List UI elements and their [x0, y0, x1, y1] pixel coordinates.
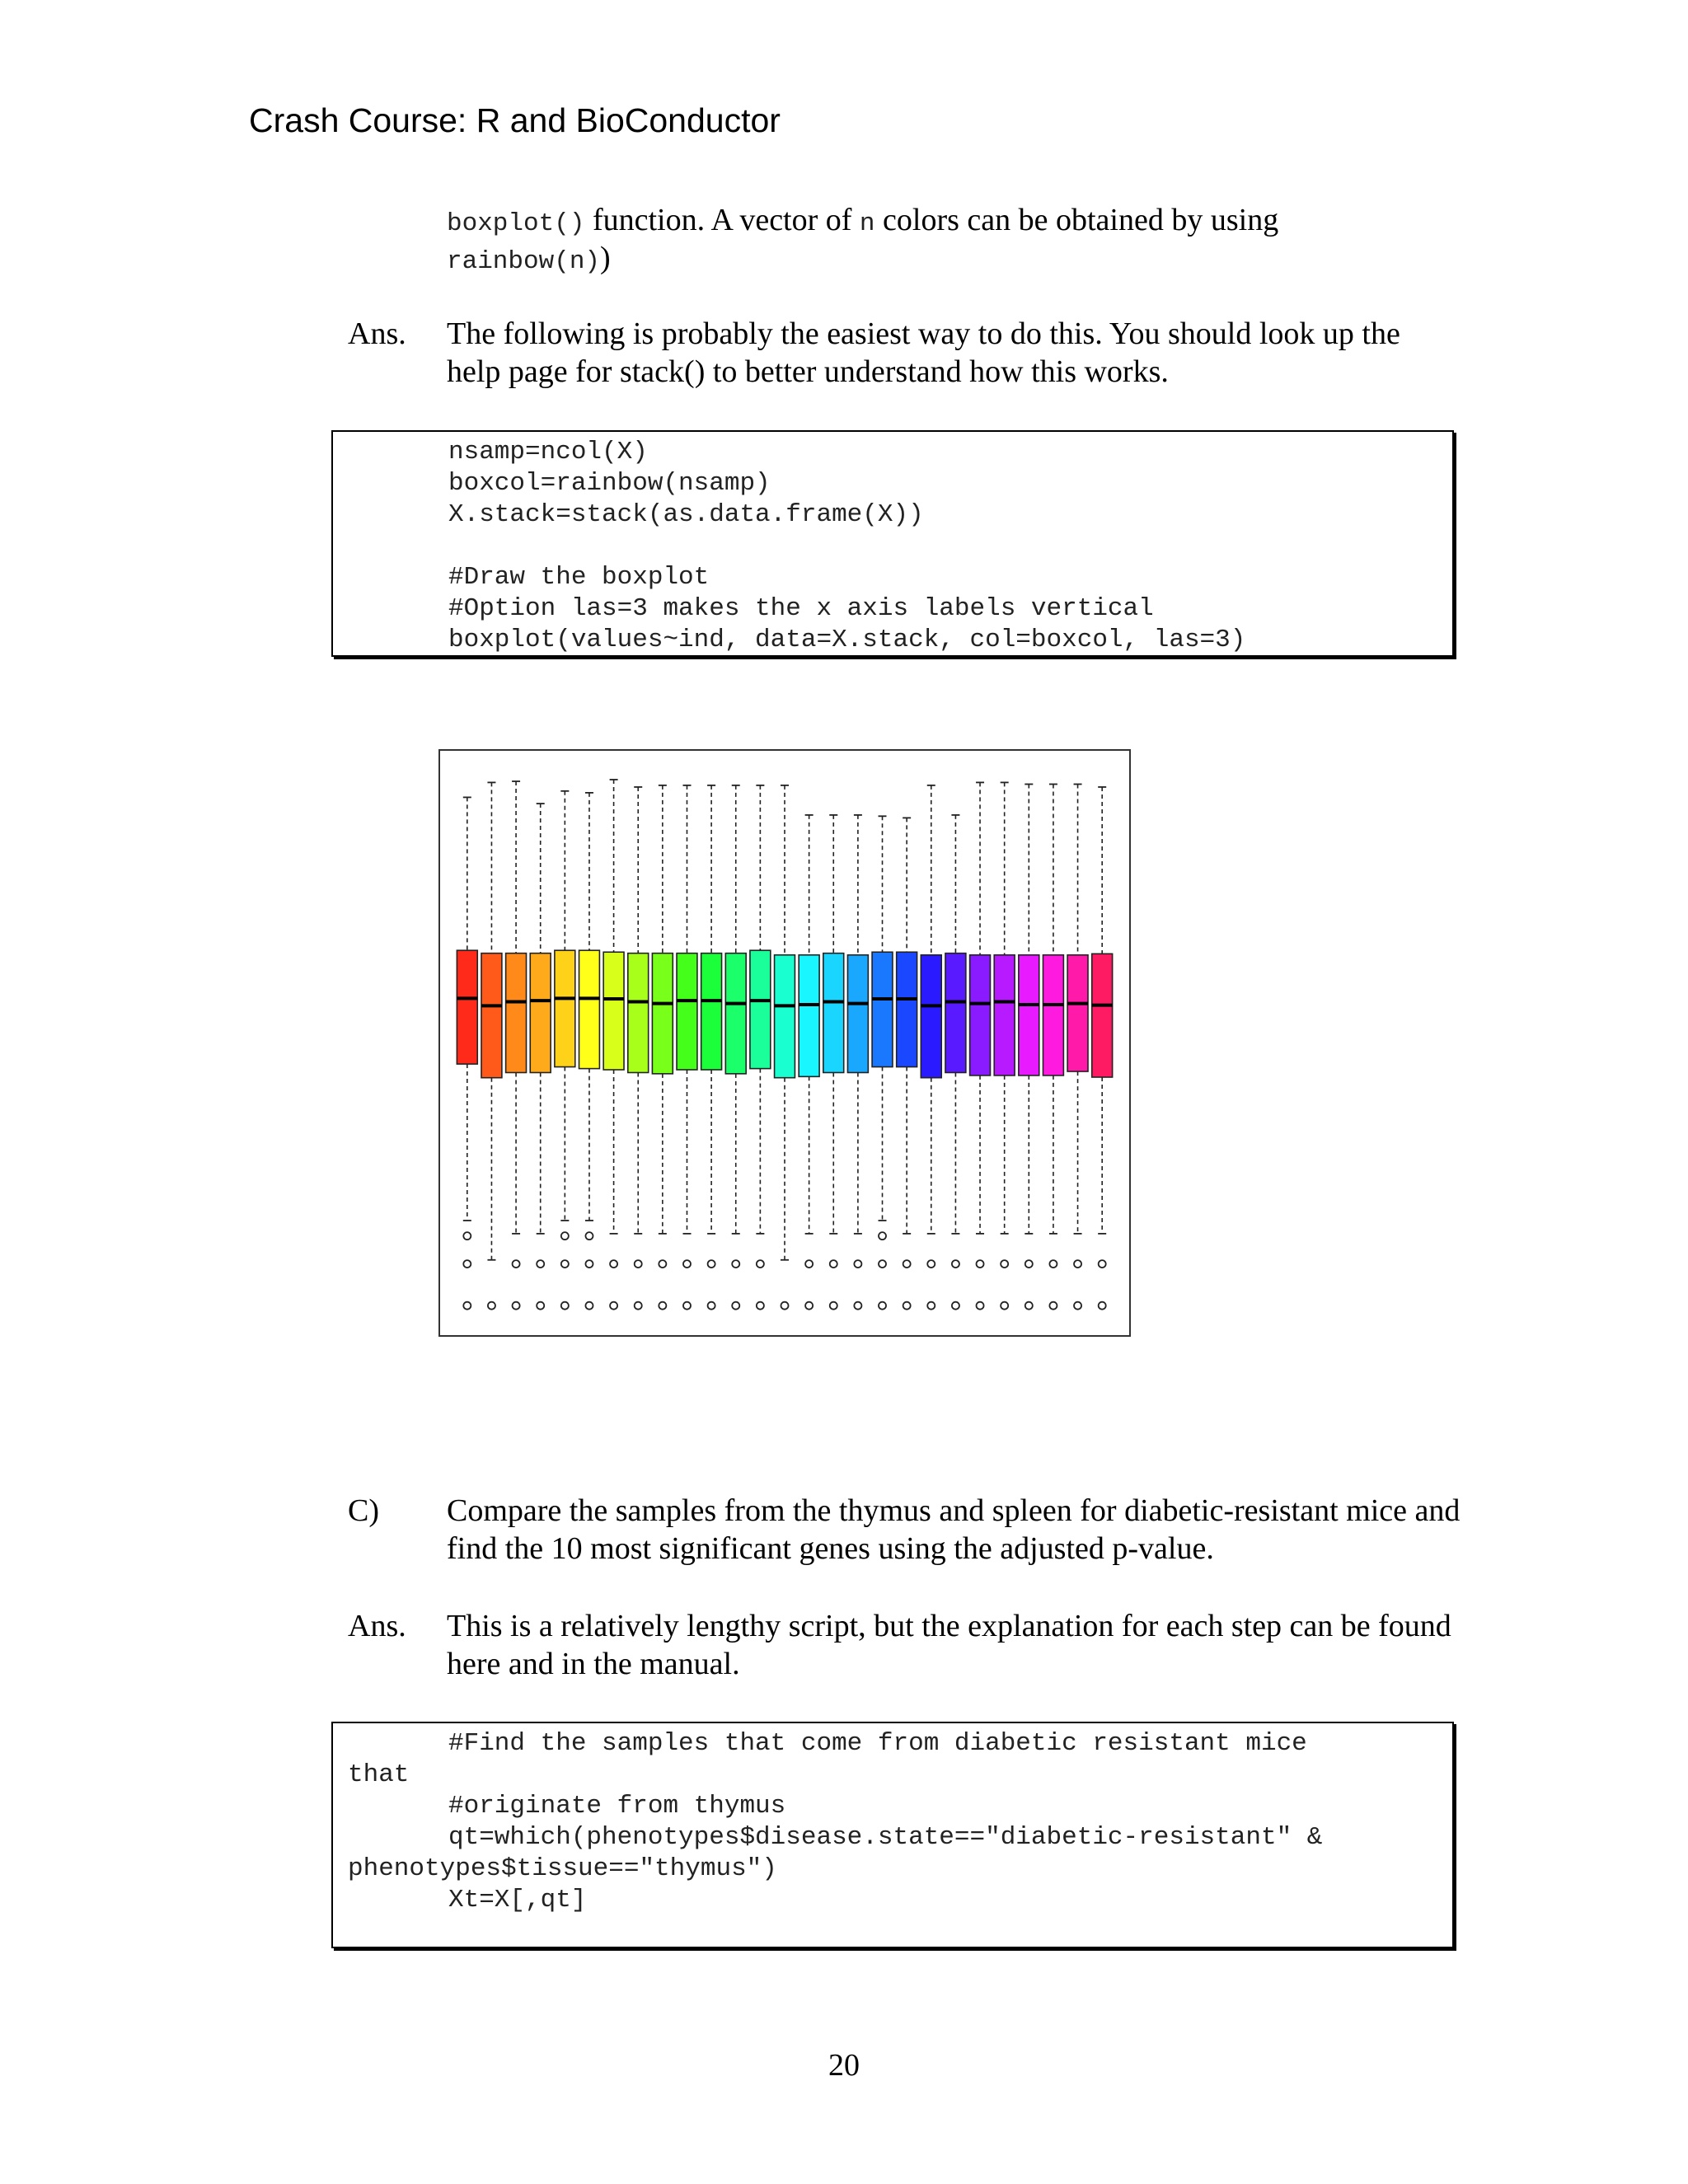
outlier-point [585, 1232, 593, 1240]
code-block-thymus [331, 1722, 1454, 1948]
box [994, 955, 1015, 1076]
outlier-point [903, 1302, 911, 1310]
inline-code-boxplot: boxplot() [447, 209, 585, 238]
box [481, 954, 502, 1078]
answer-label-2: Ans. [348, 1609, 406, 1643]
code-line: #Option las=3 makes the x axis labels vertical [448, 594, 1154, 623]
box [1019, 955, 1039, 1076]
outlier-point [879, 1232, 886, 1240]
box [872, 952, 893, 1066]
outlier-point [513, 1260, 520, 1268]
question-text: Compare the samples from the thymus and spleen for diabetic-resistant mice and find the 10 most significant genes using the adjusted p-value. [447, 1493, 1461, 1566]
outlier-point [1099, 1260, 1106, 1268]
code-line: boxplot(values~ind, data=X.stack, col=boxcol, las=3) [448, 626, 1246, 654]
outlier-point [1074, 1302, 1081, 1310]
outlier-point [463, 1260, 471, 1268]
outlier-point [1025, 1260, 1033, 1268]
outlier-point [537, 1302, 544, 1310]
code-line: phenotypes$tissue=="thymus") [348, 1854, 777, 1883]
outlier-point [585, 1260, 593, 1268]
box [897, 952, 917, 1066]
outlier-point [927, 1302, 935, 1310]
outlier-point [610, 1260, 617, 1268]
box [750, 950, 771, 1068]
box [1067, 955, 1088, 1071]
box [847, 955, 868, 1073]
box [652, 954, 673, 1074]
box [555, 950, 575, 1066]
outlier-point [610, 1302, 617, 1310]
outlier-point [1025, 1302, 1033, 1310]
outlier-point [659, 1260, 666, 1268]
outlier-point [1099, 1302, 1106, 1310]
outlier-point [463, 1232, 471, 1240]
code-line: that [348, 1760, 410, 1789]
outlier-point [952, 1302, 959, 1310]
outlier-point [757, 1260, 764, 1268]
outlier-point [513, 1302, 520, 1310]
outlier-point [488, 1302, 495, 1310]
box [799, 955, 819, 1077]
page-number: 20 [828, 2048, 860, 2083]
code-line [333, 531, 1452, 562]
outlier-point [903, 1260, 911, 1268]
outlier-point [757, 1302, 764, 1310]
inline-code-n: n [859, 209, 875, 238]
box [628, 954, 649, 1073]
code-block-stack [331, 430, 1454, 657]
code-line: Xt=X[,qt] [448, 1886, 587, 1915]
answer-label: Ans. [348, 316, 406, 351]
box [701, 954, 722, 1070]
box [970, 955, 991, 1076]
question-label: C) [348, 1493, 379, 1528]
outlier-point [830, 1260, 837, 1268]
hint-text-1: function. A vector of [584, 203, 860, 237]
outlier-point [537, 1260, 544, 1268]
outlier-point [635, 1302, 642, 1310]
outlier-point [854, 1260, 861, 1268]
outlier-point [952, 1260, 959, 1268]
box [677, 954, 697, 1070]
running-header: Crash Course: R and BioConductor [249, 101, 781, 139]
code-line: #originate from thymus [448, 1792, 786, 1821]
outlier-point [977, 1260, 984, 1268]
outlier-point [708, 1302, 715, 1310]
outlier-point [683, 1302, 691, 1310]
outlier-point [927, 1260, 935, 1268]
hint-text-2: colors can be obtained by using [874, 203, 1279, 237]
outlier-point [805, 1260, 813, 1268]
inline-code-rainbow: rainbow(n) [447, 247, 601, 276]
answer-text: The following is probably the easiest way to do this. You should look up the help page for stack() to better understand how this works. [447, 316, 1400, 389]
box [921, 955, 941, 1078]
outlier-point [1074, 1260, 1081, 1268]
outlier-point [1049, 1260, 1057, 1268]
outlier-point [561, 1260, 569, 1268]
code-line: #Find the samples that come from diabetic resistant mice [448, 1729, 1307, 1758]
box [775, 955, 795, 1078]
outlier-point [463, 1302, 471, 1310]
box [823, 954, 844, 1073]
box [725, 954, 746, 1074]
outlier-point [1001, 1260, 1008, 1268]
outlier-point [1049, 1302, 1057, 1310]
outlier-point [854, 1302, 861, 1310]
outlier-point [561, 1302, 569, 1310]
outlier-point [732, 1260, 739, 1268]
outlier-point [732, 1302, 739, 1310]
outlier-point [1001, 1302, 1008, 1310]
outlier-point [879, 1302, 886, 1310]
box [945, 954, 966, 1073]
code-line: nsamp=ncol(X) [448, 438, 648, 466]
hint-paragraph [447, 201, 1461, 277]
outlier-point [708, 1260, 715, 1268]
outlier-point [635, 1260, 642, 1268]
code-line: boxcol=rainbow(nsamp) [448, 469, 771, 498]
box [603, 952, 624, 1070]
box [579, 950, 600, 1068]
answer-text-2: This is a relatively lengthy script, but the explanation for each step can be found here and in the manual. [447, 1609, 1451, 1681]
code-line: X.stack=stack(as.data.frame(X)) [448, 500, 924, 529]
outlier-point [561, 1232, 569, 1240]
outlier-point [805, 1302, 813, 1310]
box [457, 950, 477, 1064]
box [530, 954, 551, 1073]
outlier-point [683, 1260, 691, 1268]
code-line: #Draw the boxplot [448, 563, 710, 592]
outlier-point [879, 1260, 886, 1268]
box [506, 954, 527, 1073]
boxplot-figure [438, 749, 1131, 1337]
code-line: qt=which(phenotypes$disease.state=="diabetic-resistant" & [448, 1823, 1323, 1852]
box [1092, 954, 1113, 1077]
box [1043, 955, 1063, 1076]
outlier-point [585, 1302, 593, 1310]
hint-text-3: ) [600, 241, 611, 275]
outlier-point [781, 1302, 789, 1310]
boxplot-chart [440, 751, 1129, 1335]
outlier-point [830, 1302, 837, 1310]
outlier-point [659, 1302, 666, 1310]
outlier-point [977, 1302, 984, 1310]
